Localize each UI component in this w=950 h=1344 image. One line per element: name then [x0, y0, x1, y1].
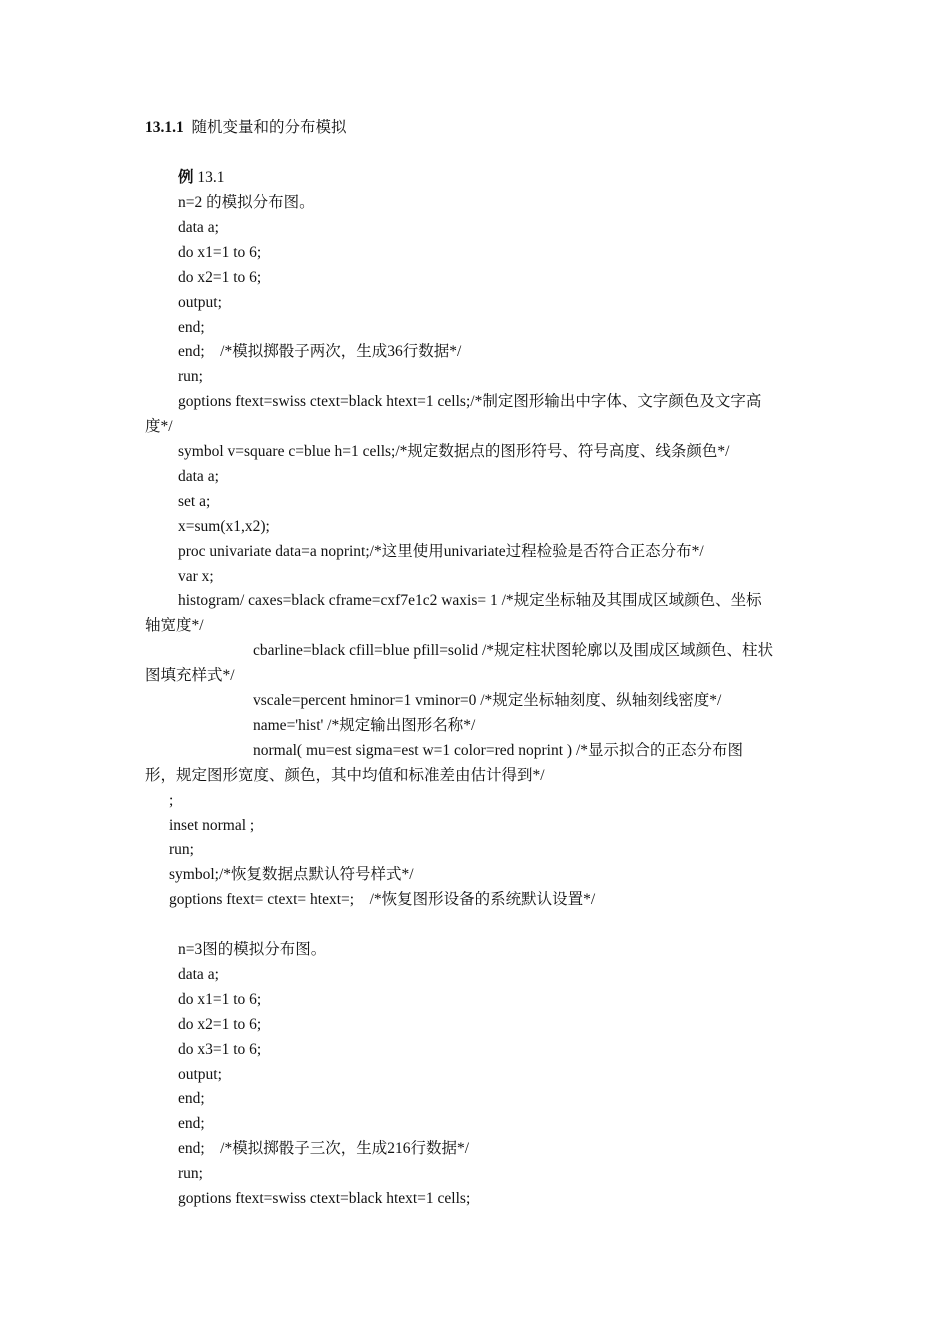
- code-line: proc univariate data=a noprint;/*这里使用univariate过程检验是否符合正态分布*/: [178, 542, 704, 560]
- code-line: 轴宽度*/: [145, 617, 204, 635]
- example-label: 例: [178, 169, 194, 186]
- code-line: data a;: [178, 218, 219, 236]
- code-line: ;: [169, 791, 174, 809]
- code-line: vscale=percent hminor=1 vminor=0 /*规定坐标轴刻度、纵轴刻线密度*/: [253, 692, 722, 709]
- code-line: goptions ftext=swiss ctext=black htext=1 cells;/*制定图形输出中字体、文字颜色及文字高: [178, 393, 762, 411]
- code-line: 图填充样式*/: [145, 667, 235, 685]
- code-line: name='hist' /*规定输出图形名称*/: [253, 716, 476, 734]
- section-title: 随机变量和的分布模拟: [191, 119, 347, 136]
- code-line: run;: [178, 368, 203, 386]
- code-line: normal( mu=est sigma=est w=1 color=red noprint ) /*显示拟合的正态分布图: [253, 741, 743, 759]
- code-line: end; /*模拟掷骰子三次，生成216行数据*/: [178, 1140, 470, 1158]
- code-line: run;: [169, 841, 194, 859]
- code-line: data a;: [178, 467, 219, 485]
- code-line: do x2=1 to 6;: [178, 268, 262, 286]
- code-line: data a;: [178, 965, 219, 983]
- code-line: do x2=1 to 6;: [178, 1015, 262, 1033]
- section-number: 13.1.1: [145, 119, 184, 136]
- code-line: var x;: [178, 567, 214, 585]
- code-line: end;: [178, 1115, 205, 1133]
- code-line: set a;: [178, 492, 211, 510]
- code-line: 度*/: [145, 418, 173, 436]
- code-line: x=sum(x1,x2);: [178, 517, 270, 535]
- code-line: do x3=1 to 6;: [178, 1040, 262, 1058]
- code-line: run;: [178, 1165, 203, 1183]
- code-line: end; /*模拟掷骰子两次，生成36行数据*/: [178, 343, 462, 361]
- code-line: 形，规定图形宽度、颜色，其中均值和标准差由估计得到*/: [145, 766, 545, 784]
- code-line: n=2 的模拟分布图。: [178, 194, 315, 211]
- code-line: n=3图的模拟分布图。: [178, 941, 327, 958]
- code-line: do x1=1 to 6;: [178, 990, 262, 1008]
- code-line: inset normal ;: [169, 816, 255, 834]
- section-heading: [145, 118, 347, 138]
- code-line: end;: [178, 318, 205, 336]
- example-heading: [178, 168, 225, 188]
- code-line: goptions ftext=swiss ctext=black htext=1 cells;: [178, 1190, 471, 1207]
- code-line: end;: [178, 1090, 205, 1108]
- code-line: output;: [178, 293, 222, 311]
- code-line: symbol;/*恢复数据点默认符号样式*/: [169, 866, 414, 884]
- code-line: cbarline=black cfill=blue pfill=solid /*规定柱状图轮廓以及围成区域颜色、柱状: [253, 642, 774, 660]
- code-line: symbol v=square c=blue h=1 cells;/*规定数据点的图形符号、符号高度、线条颜色*/: [178, 443, 730, 460]
- code-line: output;: [178, 1065, 222, 1083]
- example-number: 13.1: [197, 169, 225, 186]
- code-line: do x1=1 to 6;: [178, 243, 262, 261]
- code-line: goptions ftext= ctext= htext=; /*恢复图形设备的系统默认设置*/: [169, 891, 596, 909]
- code-line: histogram/ caxes=black cframe=cxf7e1c2 waxis= 1 /*规定坐标轴及其围成区域颜色、坐标: [178, 592, 762, 610]
